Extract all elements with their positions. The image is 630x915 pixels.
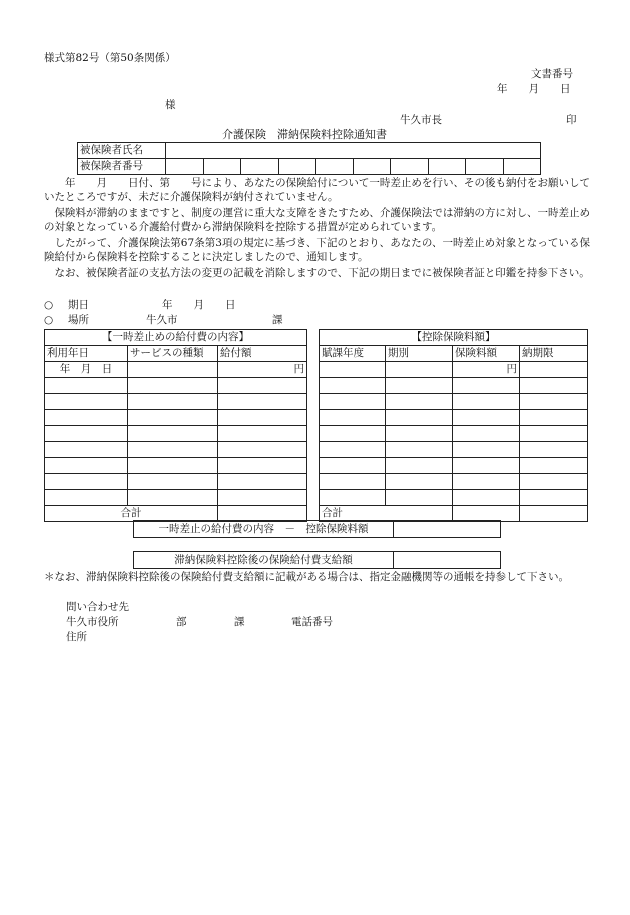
place-city: 牛久市	[146, 314, 178, 326]
form-number: 様式第82号（第50条関係）	[44, 52, 176, 64]
service-type-cell[interactable]	[128, 394, 218, 410]
benefit-amount-cell[interactable]	[218, 458, 307, 474]
table-row	[45, 474, 307, 490]
assessment-year-cell[interactable]	[320, 474, 386, 490]
insured-number-digit[interactable]	[203, 159, 241, 175]
usage-date-cell[interactable]	[45, 442, 128, 458]
total-due-date[interactable]	[520, 506, 588, 522]
benefit-amount-cell[interactable]: 円	[218, 362, 307, 378]
assessment-year-cell[interactable]	[320, 458, 386, 474]
insured-number-digit[interactable]	[353, 159, 391, 175]
contact-heading: 問い合わせ先	[66, 601, 129, 613]
usage-date-cell[interactable]	[45, 410, 128, 426]
benefit-amount-cell[interactable]	[218, 442, 307, 458]
col-header-usage-date: 利用年日	[45, 346, 128, 362]
table-row	[320, 426, 588, 442]
service-type-cell[interactable]	[128, 490, 218, 506]
after-deduction-value-field[interactable]	[394, 552, 500, 568]
col-header-service-type: サービスの種類	[128, 346, 218, 362]
due-date-cell[interactable]	[520, 426, 588, 442]
total-label: 合計	[320, 506, 453, 522]
doc-number-label: 文書番号	[531, 68, 573, 80]
premium-amount-cell[interactable]	[453, 410, 520, 426]
table-row	[320, 474, 588, 490]
table-row	[320, 362, 588, 378]
contact-address-label: 住所	[66, 631, 87, 643]
table-row	[45, 362, 307, 378]
contact-office: 牛久市役所	[66, 616, 119, 628]
assessment-year-cell[interactable]	[320, 426, 386, 442]
usage-date-cell[interactable]	[45, 378, 128, 394]
after-deduction-box	[133, 551, 501, 569]
insured-number-digit[interactable]	[316, 159, 354, 175]
table-row	[320, 490, 588, 506]
body-paragraph: なお、被保険者証の支払方法の変更の記載を消除しますので、下記の期日までに被保険者証と印鑑を持参下さい。	[44, 267, 590, 279]
period-cell[interactable]	[386, 426, 453, 442]
insured-number-digit[interactable]	[503, 159, 541, 175]
table-row	[45, 442, 307, 458]
insured-number-digit[interactable]	[166, 159, 204, 175]
premium-amount-cell[interactable]	[453, 490, 520, 506]
difference-label: 一時差止の給付費の内容 － 控除保険料額	[134, 521, 394, 537]
period-cell[interactable]	[386, 442, 453, 458]
body-paragraph: 年 月 日付、第 号により、あなたの保険給付について一時差止めを行い、その後も納付をお願いしていたところですが、未だに介護保険料が納付されていません。	[44, 177, 590, 203]
usage-date-cell[interactable]	[45, 426, 128, 442]
service-type-cell[interactable]	[128, 362, 218, 378]
body-paragraph: 保険料が滞納のままですと、制度の運営に重大な支障をきたすため、介護保険法では滞納の方に対し、一時差止めの対象となっている介護給付費から滞納保険料を控除する措置が定められています。	[44, 207, 590, 233]
table-row	[320, 378, 588, 394]
benefit-amount-cell[interactable]	[218, 474, 307, 490]
insured-name-label: 被保険者氏名	[78, 143, 166, 159]
insured-number-digit[interactable]	[428, 159, 466, 175]
insured-number-digit[interactable]	[466, 159, 504, 175]
premium-amount-cell[interactable]	[453, 378, 520, 394]
contact-phone-label: 電話番号	[291, 616, 333, 628]
service-type-cell[interactable]	[128, 458, 218, 474]
insured-number-digit[interactable]	[391, 159, 429, 175]
seal-mark: 印	[566, 114, 577, 126]
insured-number-label: 被保険者番号	[78, 159, 166, 175]
deadline-label: 期日	[68, 299, 89, 311]
period-cell[interactable]	[386, 474, 453, 490]
table-row	[45, 378, 307, 394]
usage-date-cell[interactable]	[45, 458, 128, 474]
suspended-benefit-title: 【一時差止めの給付費の内容】	[45, 330, 307, 346]
col-header-benefit-amount: 給付額	[218, 346, 307, 362]
deadline-date: 年 月 日	[162, 299, 236, 311]
insured-name-field[interactable]	[166, 143, 541, 159]
table-row	[45, 458, 307, 474]
assessment-year-cell[interactable]	[320, 394, 386, 410]
usage-date-cell[interactable]	[45, 474, 128, 490]
usage-date-cell[interactable]	[45, 394, 128, 410]
assessment-year-cell[interactable]	[320, 410, 386, 426]
benefit-amount-cell[interactable]	[218, 394, 307, 410]
table-row	[45, 394, 307, 410]
insured-number-digit[interactable]	[241, 159, 279, 175]
period-cell[interactable]	[386, 378, 453, 394]
issuer: 牛久市長	[400, 114, 442, 126]
period-cell[interactable]	[386, 410, 453, 426]
place-bullet: ○	[44, 314, 54, 326]
assessment-year-cell[interactable]	[320, 442, 386, 458]
table-row	[320, 394, 588, 410]
difference-value-field[interactable]	[394, 521, 500, 537]
benefit-amount-cell[interactable]	[218, 426, 307, 442]
table-row	[45, 410, 307, 426]
due-date-cell[interactable]	[520, 362, 588, 378]
premium-amount-cell[interactable]	[453, 442, 520, 458]
due-date-cell[interactable]	[520, 474, 588, 490]
contact-department: 部	[176, 616, 187, 628]
col-header-assessment-year: 賦課年度	[320, 346, 386, 362]
usage-date-cell[interactable]	[45, 490, 128, 506]
table-row	[45, 490, 307, 506]
deadline-bullet: ○	[44, 299, 54, 311]
insured-number-digit[interactable]	[278, 159, 316, 175]
premium-amount-cell[interactable]	[453, 426, 520, 442]
due-date-cell[interactable]	[520, 458, 588, 474]
place-section-suffix: 課	[272, 314, 283, 326]
body-paragraph: したがって、介護保険法第67条第3項の規定に基づき、下記のとおり、あなたの、一時差止め対象となっている保険給付から保険料を控除することに決定しましたので、通知します。	[44, 237, 590, 263]
insured-info-table	[77, 142, 541, 175]
premium-amount-cell[interactable]	[453, 458, 520, 474]
benefit-amount-cell[interactable]	[218, 490, 307, 506]
period-cell[interactable]	[386, 458, 453, 474]
deducted-premium-title: 【控除保険料額】	[320, 330, 588, 346]
col-header-period: 期別	[386, 346, 453, 362]
deducted-premium-table	[319, 329, 588, 522]
passbook-note: ＊なお、滞納保険料控除後の保険給付費支給額に記載がある場合は、指定金融機関等の通帳を持参して下さい。	[44, 571, 569, 583]
addressee-suffix: 様	[165, 99, 176, 111]
service-type-cell[interactable]	[128, 410, 218, 426]
service-type-cell[interactable]	[128, 442, 218, 458]
col-header-premium-amount: 保険料額	[453, 346, 520, 362]
assessment-year-cell[interactable]	[320, 378, 386, 394]
assessment-year-cell[interactable]	[320, 362, 386, 378]
suspended-benefit-table	[44, 329, 307, 522]
due-date-cell[interactable]	[520, 442, 588, 458]
total-label: 合計	[45, 506, 218, 522]
table-row	[45, 426, 307, 442]
due-date-cell[interactable]	[520, 394, 588, 410]
due-date-cell[interactable]	[520, 410, 588, 426]
service-type-cell[interactable]	[128, 426, 218, 442]
after-deduction-label: 滞納保険料控除後の保険給付費支給額	[134, 552, 394, 568]
premium-amount-cell[interactable]	[453, 474, 520, 490]
document-title: 介護保険 滞納保険料控除通知書	[222, 128, 387, 141]
period-cell[interactable]	[386, 394, 453, 410]
benefit-amount-cell[interactable]	[218, 410, 307, 426]
col-header-due-date: 納期限	[520, 346, 588, 362]
usage-date-cell[interactable]: 年 月 日	[45, 362, 128, 378]
table-row	[320, 442, 588, 458]
service-type-cell[interactable]	[128, 378, 218, 394]
premium-amount-cell[interactable]	[453, 394, 520, 410]
assessment-year-cell[interactable]	[320, 490, 386, 506]
place-label: 場所	[68, 314, 89, 326]
issue-date: 年 月 日	[497, 83, 571, 95]
table-row	[320, 410, 588, 426]
premium-amount-cell[interactable]: 円	[453, 362, 520, 378]
service-type-cell[interactable]	[128, 474, 218, 490]
difference-box	[133, 520, 501, 538]
benefit-amount-cell[interactable]	[218, 378, 307, 394]
table-row	[320, 458, 588, 474]
due-date-cell[interactable]	[520, 378, 588, 394]
contact-section: 課	[234, 616, 245, 628]
period-cell[interactable]	[386, 490, 453, 506]
due-date-cell[interactable]	[520, 490, 588, 506]
period-cell[interactable]	[386, 362, 453, 378]
